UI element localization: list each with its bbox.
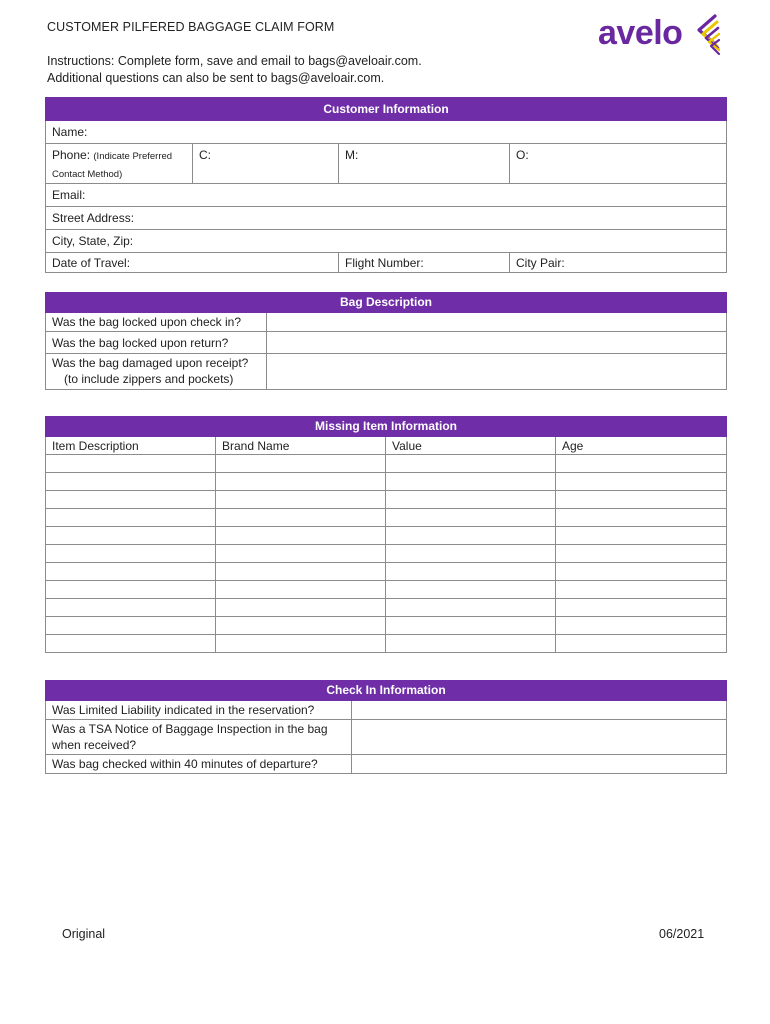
value-cell[interactable] bbox=[386, 581, 556, 599]
name-field[interactable] bbox=[46, 121, 727, 144]
item-description-cell[interactable] bbox=[46, 635, 216, 653]
brand-name-cell[interactable] bbox=[216, 473, 386, 491]
phone-other-field[interactable] bbox=[510, 144, 727, 184]
age-cell[interactable] bbox=[556, 491, 727, 509]
column-header-item-description: Item Description bbox=[46, 437, 216, 455]
table-row bbox=[46, 491, 727, 509]
brand-name-cell[interactable] bbox=[216, 509, 386, 527]
item-description-cell[interactable] bbox=[46, 545, 216, 563]
missing-item-table bbox=[45, 416, 727, 653]
checked-within-40-min-answer[interactable] bbox=[352, 755, 727, 774]
item-description-cell[interactable] bbox=[46, 491, 216, 509]
phone-mobile-field[interactable] bbox=[339, 144, 510, 184]
check-in-table bbox=[45, 680, 727, 774]
bag-damaged-answer[interactable] bbox=[267, 354, 727, 390]
name-label: Name: bbox=[52, 125, 88, 139]
phone-note: (Indicate Preferred Contact Method) bbox=[52, 151, 173, 180]
phone-other-label: O: bbox=[516, 148, 529, 162]
email-label: Email: bbox=[52, 188, 86, 202]
limited-liability-question: Was Limited Liability indicated in the reservation? bbox=[46, 701, 352, 720]
item-description-cell[interactable] bbox=[46, 509, 216, 527]
item-description-cell[interactable] bbox=[46, 455, 216, 473]
bag-description-header: Bag Description bbox=[46, 293, 727, 313]
footer-date: 06/2021 bbox=[659, 927, 705, 941]
age-cell[interactable] bbox=[556, 473, 727, 491]
age-cell[interactable] bbox=[556, 581, 727, 599]
value-cell[interactable] bbox=[386, 527, 556, 545]
phone-label-cell bbox=[46, 144, 193, 184]
avelo-logo bbox=[598, 10, 728, 62]
bag-damaged-question-line-2: (to include zippers and pockets) bbox=[64, 372, 234, 386]
street-address-label: Street Address: bbox=[52, 211, 135, 225]
item-description-cell[interactable] bbox=[46, 617, 216, 635]
phone-cell-label: C: bbox=[199, 148, 211, 162]
tsa-notice-question: Was a TSA Notice of Baggage Inspection in the bag when received? bbox=[46, 720, 352, 755]
table-row bbox=[46, 509, 727, 527]
table-row bbox=[46, 617, 727, 635]
brand-name-cell[interactable] bbox=[216, 545, 386, 563]
checked-within-40-min-question: Was bag checked within 40 minutes of departure? bbox=[46, 755, 352, 774]
item-description-cell[interactable] bbox=[46, 563, 216, 581]
phone-cell-field[interactable] bbox=[193, 144, 339, 184]
tsa-notice-answer[interactable] bbox=[352, 720, 727, 755]
instructions-line-2: Additional questions can also be sent to bags@aveloair.com. bbox=[47, 71, 385, 85]
table-row bbox=[46, 635, 727, 653]
bag-locked-return-answer[interactable] bbox=[267, 332, 727, 354]
value-cell[interactable] bbox=[386, 599, 556, 617]
city-state-zip-field[interactable] bbox=[46, 230, 727, 253]
value-cell[interactable] bbox=[386, 563, 556, 581]
value-cell[interactable] bbox=[386, 545, 556, 563]
city-pair-label: City Pair: bbox=[516, 255, 565, 270]
brand-name-cell[interactable] bbox=[216, 599, 386, 617]
age-cell[interactable] bbox=[556, 635, 727, 653]
table-row bbox=[46, 473, 727, 491]
customer-information-table bbox=[45, 97, 727, 273]
bag-description-table bbox=[45, 292, 727, 390]
bag-locked-checkin-answer[interactable] bbox=[267, 313, 727, 332]
table-row bbox=[46, 563, 727, 581]
date-of-travel-field[interactable] bbox=[46, 253, 339, 273]
bag-locked-return-question: Was the bag locked upon return? bbox=[46, 332, 267, 354]
value-cell[interactable] bbox=[386, 455, 556, 473]
flight-number-field[interactable] bbox=[339, 253, 510, 273]
item-description-cell[interactable] bbox=[46, 527, 216, 545]
logo-chevron-icon bbox=[693, 12, 723, 62]
bag-damaged-question-line-1: Was the bag damaged upon receipt? bbox=[52, 356, 249, 370]
city-state-zip-label: City, State, Zip: bbox=[52, 234, 134, 248]
limited-liability-answer[interactable] bbox=[352, 701, 727, 720]
brand-name-cell[interactable] bbox=[216, 563, 386, 581]
item-description-cell[interactable] bbox=[46, 581, 216, 599]
email-field[interactable] bbox=[46, 184, 727, 207]
value-cell[interactable] bbox=[386, 491, 556, 509]
brand-name-cell[interactable] bbox=[216, 635, 386, 653]
instructions-line-1: Instructions: Complete form, save and email to bags@aveloair.com. bbox=[47, 54, 422, 68]
brand-name-cell[interactable] bbox=[216, 527, 386, 545]
column-header-value: Value bbox=[386, 437, 556, 455]
value-cell[interactable] bbox=[386, 473, 556, 491]
brand-name-cell[interactable] bbox=[216, 455, 386, 473]
age-cell[interactable] bbox=[556, 545, 727, 563]
customer-information-header: Customer Information bbox=[46, 98, 727, 121]
missing-item-header: Missing Item Information bbox=[46, 417, 727, 437]
age-cell[interactable] bbox=[556, 563, 727, 581]
table-row bbox=[46, 599, 727, 617]
table-row bbox=[46, 527, 727, 545]
item-description-cell[interactable] bbox=[46, 473, 216, 491]
missing-item-rows bbox=[46, 455, 727, 653]
value-cell[interactable] bbox=[386, 509, 556, 527]
brand-name-cell[interactable] bbox=[216, 581, 386, 599]
item-description-cell[interactable] bbox=[46, 599, 216, 617]
phone-mobile-label: M: bbox=[345, 148, 359, 162]
date-of-travel-label: Date of Travel: bbox=[52, 255, 131, 270]
column-header-brand-name: Brand Name bbox=[216, 437, 386, 455]
city-pair-field[interactable] bbox=[510, 253, 727, 273]
age-cell[interactable] bbox=[556, 455, 727, 473]
street-address-field[interactable] bbox=[46, 207, 727, 230]
age-cell[interactable] bbox=[556, 509, 727, 527]
age-cell[interactable] bbox=[556, 617, 727, 635]
age-cell[interactable] bbox=[556, 527, 727, 545]
check-in-header: Check In Information bbox=[46, 681, 727, 701]
footer-original: Original bbox=[62, 927, 106, 941]
phone-label: Phone: bbox=[52, 148, 91, 162]
flight-number-label: Flight Number: bbox=[345, 255, 424, 270]
column-header-age: Age bbox=[556, 437, 727, 455]
table-row bbox=[46, 455, 727, 473]
instructions bbox=[47, 53, 422, 87]
brand-name-cell[interactable] bbox=[216, 491, 386, 509]
value-cell[interactable] bbox=[386, 617, 556, 635]
bag-locked-checkin-question: Was the bag locked upon check in? bbox=[46, 313, 267, 332]
age-cell[interactable] bbox=[556, 599, 727, 617]
form-title: CUSTOMER PILFERED BAGGAGE CLAIM FORM bbox=[47, 20, 335, 34]
bag-damaged-question bbox=[46, 354, 267, 390]
brand-name-cell[interactable] bbox=[216, 617, 386, 635]
logo-wordmark: avelo bbox=[598, 14, 683, 52]
table-row bbox=[46, 545, 727, 563]
table-row bbox=[46, 581, 727, 599]
value-cell[interactable] bbox=[386, 635, 556, 653]
